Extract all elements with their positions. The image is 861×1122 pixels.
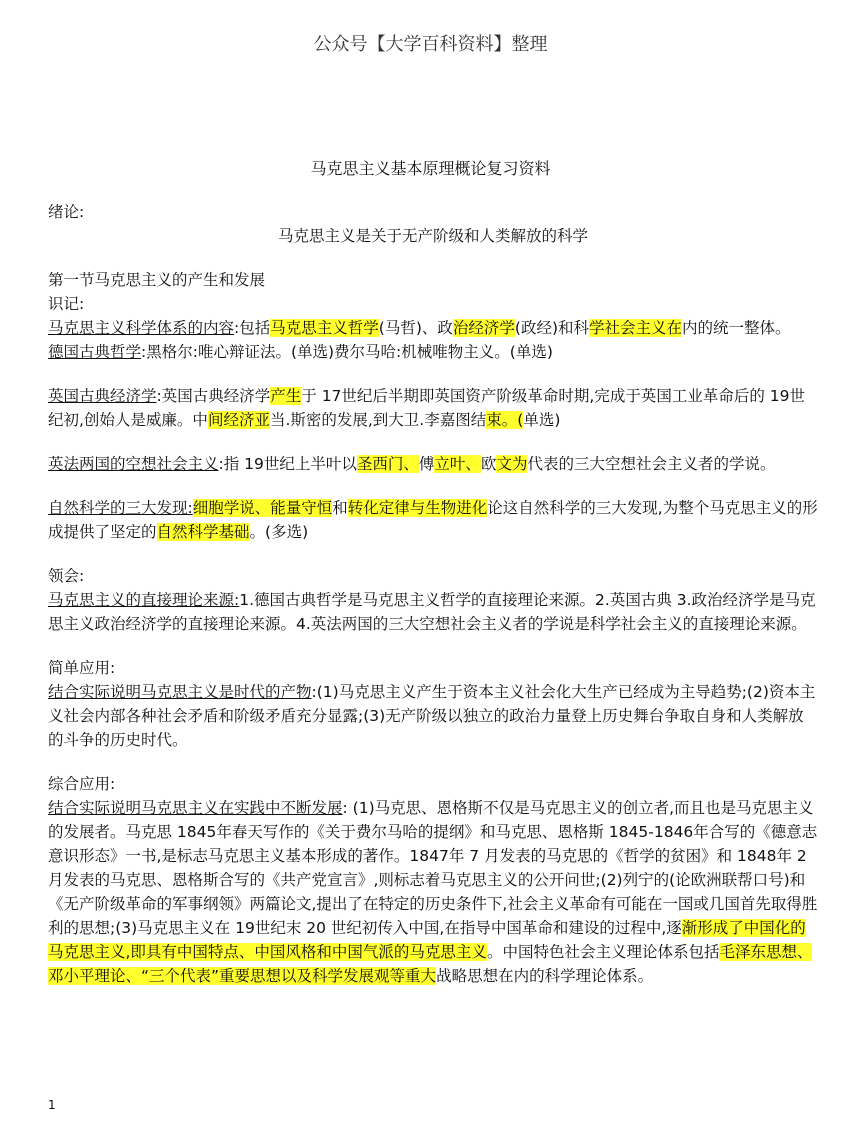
section-heading: 第一节马克思主义的产生和发展: [48, 271, 266, 289]
paragraph-product-of-era: 结合实际说明马克思主义是时代的产物:(1)马克思主义产生于资本主义社会化大生产已经成为主导趋势;(2)资本主义社会内部各种社会矛盾和阶级矛盾充分显露;(3)无产阶级以独立的政治力量登上历史舞台争取自身和人类解放的斗争的历史时代。: [48, 683, 816, 749]
highlight: 文为: [496, 455, 528, 473]
highlight: 圣西门、: [356, 455, 419, 473]
highlight: 产生: [270, 387, 302, 405]
paragraph-utopian-socialism: 英法两国的空想社会主义:指 19世纪上半叶以圣西门、傅立叶、欧文为代表的三大空想社会主义者的学说。: [48, 455, 776, 473]
term: 马克思主义的直接理论来源:: [48, 591, 240, 609]
paragraph-content-system: 马克思主义科学体系的内容:包括马克思主义哲学(马哲)、政治经济学(政经)和科学社会主义在内的统一整体。: [48, 319, 791, 337]
intro-subtitle: 马克思主义是关于无产阶级和人类解放的科学: [277, 227, 588, 245]
paragraph-british-economics: 英国古典经济学:英国古典经济学产生于 17世纪后半期即英国资产阶级革命时期,完成于英国工业革命后的 19世纪初,创始人是威廉。中间经济亚当.斯密的发展,到大卫.李嘉图结束。(单选): [48, 387, 805, 429]
highlight: 学社会主义在: [589, 319, 683, 337]
page-number: 1: [48, 1098, 56, 1112]
highlight: 束。(: [486, 411, 524, 429]
highlight: 立叶、: [434, 455, 481, 473]
page-title: 马克思主义基本原理概论复习资料: [310, 159, 551, 178]
highlight: 马克思主义哲学: [270, 319, 379, 337]
section-label-memorize: 识记:: [48, 295, 85, 313]
highlight: 细胞学说、能量守恒: [192, 499, 333, 517]
highlight: 间经济亚: [207, 411, 270, 429]
term: 英国古典经济学: [48, 387, 157, 405]
term: 马克思主义科学体系的内容: [48, 319, 235, 337]
highlight: 自然科学基础: [156, 523, 250, 541]
paragraph-development: 结合实际说明马克思主义在实践中不断发展: (1)马克思、恩格斯不仅是马克思主义的创立者,而且也是马克思主义的发展者。马克思 1845年春天写作的《关于费尔马哈的提纲》和马克思、恩格斯 1845-1846年合写的《德意志意识形态》一书,是标志马克思主义基本形成的著作。1847年 7 月发表的马克思的《哲学的贫困》和 1848年 2 月发表的马克思、恩格斯合写的《共产党宣言》,则标志着马克思主义的公开问世;(2)列宁的(论欧洲联帮口号)和《无产阶级革命的军事纲领》两篇论文,提出了在特定的历史条件下,社会主义革命有可能在一国或几国首先取得胜利的思想;(3)马克思主义在 19世纪末 20 世纪初传入中国,在指导中国革命和建设的过程中,逐渐形成了中国化的马克思主义,即具有中国特点、中国风格和中国气派的马克思主义。中国特色社会主义理论体系包括毛泽东思想、邓小平理论、“三个代表”重要思想以及科学发展观等重大战略思想在内的科学理论体系。: [48, 799, 818, 985]
term: 英法两国的空想社会主义: [48, 455, 219, 473]
intro-label: 绪论:: [48, 203, 85, 221]
paragraph-german-philosophy: 德国古典哲学:黑格尔:唯心辩证法。(单选)费尔马哈:机械唯物主义。(单选): [48, 343, 553, 361]
highlight: 毛泽东思想、邓小平理论、“三个代表”重要思想以及科学发展观等重大: [48, 943, 813, 985]
term: 自然科学的三大发现:: [48, 499, 193, 517]
term: 结合实际说明马克思主义是时代的产物: [48, 683, 312, 701]
paragraph-direct-sources: 马克思主义的直接理论来源:1.德国古典哲学是马克思主义哲学的直接理论来源。2.英国古典 3.政治经济学是马克思主义政治经济学的直接理论来源。4.英法两国的三大空想社会主义者的学说是科学社会主义的直接理论来源。: [48, 591, 816, 633]
section-label-comprehensive: 综合应用:: [48, 775, 116, 793]
term: 德国古典哲学: [48, 343, 142, 361]
highlight: 转化定律与生物进化: [347, 499, 488, 517]
paragraph-three-discoveries: 自然科学的三大发现:细胞学说、能量守恒和转化定律与生物进化论这自然科学的三大发现,为整个马克思主义的形成提供了坚定的自然科学基础。(多选): [48, 499, 818, 541]
term: 结合实际说明马克思主义在实践中不断发展: [48, 799, 343, 817]
document-header: 公众号【大学百科资料】整理: [313, 34, 548, 55]
document-body: [48, 200, 818, 988]
highlight: 渐形成了中国化的马克思主义,即具有中国特点、中国风格和中国气派的马克思主义: [48, 919, 806, 961]
section-label-simple: 简单应用:: [48, 659, 116, 677]
highlight: 治经济学: [452, 319, 515, 337]
section-label-understand: 领会:: [48, 567, 85, 585]
